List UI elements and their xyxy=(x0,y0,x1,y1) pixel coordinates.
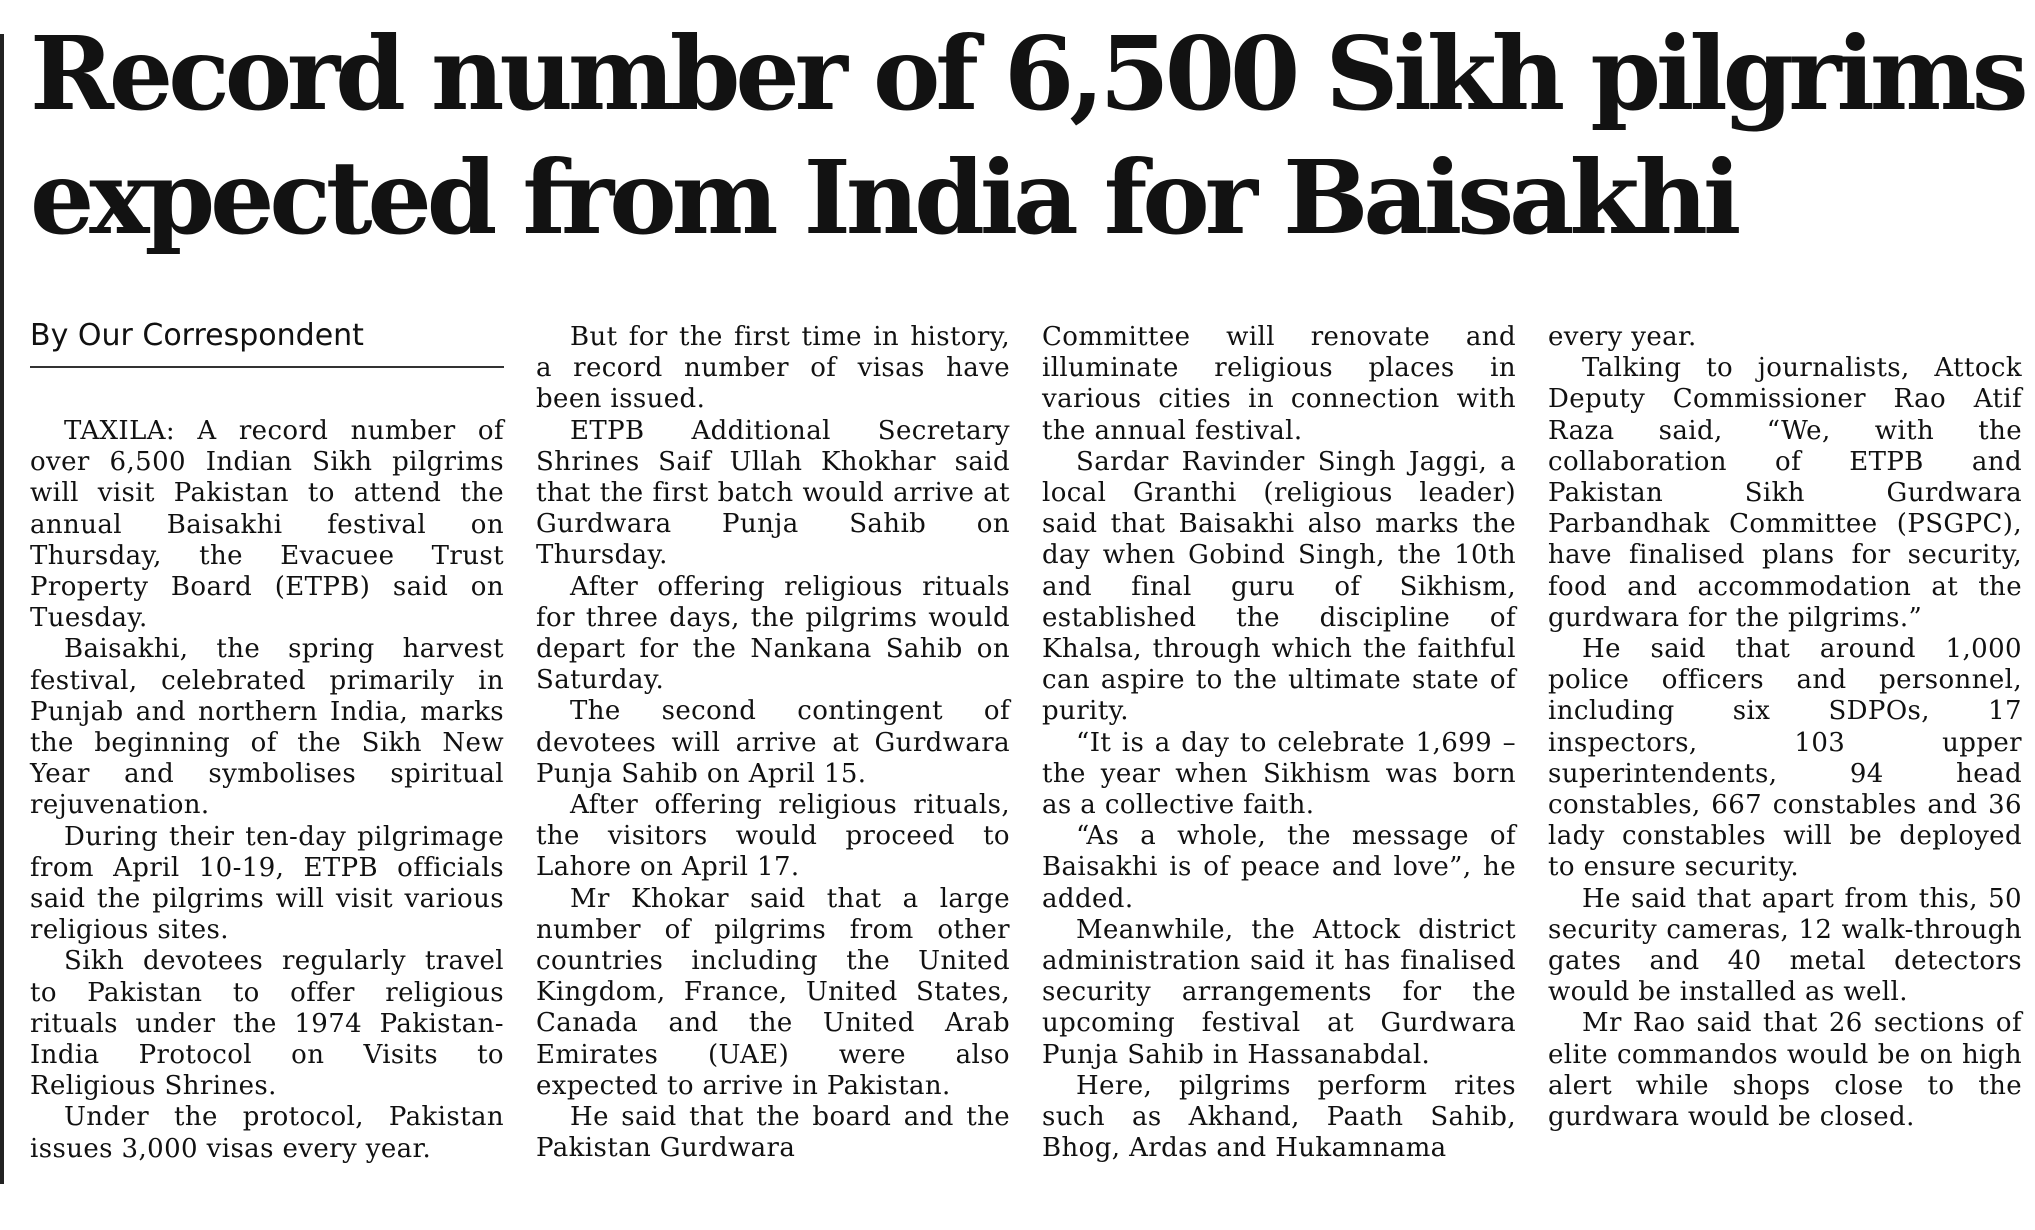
paragraph: He said that the board and the Pakistan Gurdwara xyxy=(536,1102,1010,1164)
paragraph: Meanwhile, the Attock district administration said it has finalised security arrangements for the upcoming festival at Gurdwara Punja Sahib in Hassanabdal. xyxy=(1042,914,1516,1070)
article-column-2 xyxy=(536,322,1010,1164)
paragraph: Mr Rao said that 26 sections of elite commandos would be on high alert while shops close to the gurdwara would be closed. xyxy=(1548,1008,2022,1133)
headline xyxy=(30,12,2024,260)
paragraph: But for the first time in history, a record number of visas have been issued. xyxy=(536,322,1010,415)
article-column-3 xyxy=(1042,322,1516,1164)
paragraph-continued: Committee will renovate and illuminate religious places in various cities in connection with the annual festival. xyxy=(1042,322,1516,446)
paragraph: Baisakhi, the spring harvest festival, celebrated primarily in Punjab and northern India, marks the beginning of the Sikh New Year and symbolises spiritual rejuvenation. xyxy=(30,634,504,821)
headline-line-1: Record number of 6,500 Sikh pilgrims xyxy=(30,14,2024,133)
paragraph: During their ten-day pilgrimage from April 10-19, ETPB officials said the pilgrims will visit various religious sites. xyxy=(30,821,504,946)
byline: By Our Correspondent xyxy=(30,316,504,368)
paragraph: TAXILA: A record number of over 6,500 Indian Sikh pilgrims will visit Pakistan to attend the annual Baisakhi festival on Thursday, the Evacuee Trust Property Board (ETPB) said on Tuesday. xyxy=(30,416,504,634)
paragraph: Sikh devotees regularly travel to Pakistan to offer religious rituals under the 1974 Pakistan-India Protocol on Visits to Religious Shrines. xyxy=(30,946,504,1102)
left-column-rule xyxy=(0,34,4,1184)
article-column-4 xyxy=(1548,322,2022,1133)
paragraph: “As a whole, the message of Baisakhi is of peace and love”, he added. xyxy=(1042,821,1516,914)
paragraph: After offering religious rituals for three days, the pilgrims would depart for the Nankana Sahib on Saturday. xyxy=(536,571,1010,696)
paragraph: After offering religious rituals, the visitors would proceed to Lahore on April 17. xyxy=(536,790,1010,883)
paragraph-continued: every year. xyxy=(1548,322,1697,352)
paragraph: ETPB Additional Secretary Shrines Saif Ullah Khokhar said that the first batch would arrive at Gurdwara Punja Sahib on Thursday. xyxy=(536,415,1010,571)
paragraph: “It is a day to celebrate 1,699 – the year when Sikhism was born as a collective faith. xyxy=(1042,727,1516,821)
paragraph: Under the protocol, Pakistan issues 3,000 visas every year. xyxy=(30,1102,504,1164)
paragraph: He said that apart from this, 50 security cameras, 12 walk-through gates and 40 metal detectors would be installed as well. xyxy=(1548,883,2022,1008)
paragraph: Sardar Ravinder Singh Jaggi, a local Granthi (religious leader) said that Baisakhi also marks the day when Gobind Singh, the 10th and final guru of Sikhism, established the discipline of Khalsa, through which the faithful can aspire to the ultimate state of purity. xyxy=(1042,446,1516,727)
article-column-1 xyxy=(30,416,504,1165)
paragraph: Talking to journalists, Attock Deputy Commissioner Rao Atif Raza said, “We, with the collaboration of ETPB and Pakistan Sikh Gurdwara Parbandhak Committee (PSGPC), have finalised plans for security, food and accommodation at the gurdwara for the pilgrims.” xyxy=(1548,353,2022,633)
paragraph: Mr Khokar said that a large number of pilgrims from other countries including the United Kingdom, France, United States, Canada and the United Arab Emirates (UAE) were also expected to arrive in Pakistan. xyxy=(536,883,1010,1101)
paragraph: He said that around 1,000 police officers and personnel, including six SDPOs, 17 inspectors, 103 upper superintendents, 94 head constables, 667 constables and 36 lady constables will be deployed to ensure security. xyxy=(1548,634,2022,883)
headline-line-2: expected from India for Baisakhi xyxy=(30,138,1737,257)
paragraph: Here, pilgrims perform rites such as Akhand, Paath Sahib, Bhog, Ardas and Hukamnama xyxy=(1042,1070,1516,1164)
paragraph: The second contingent of devotees will arrive at Gurdwara Punja Sahib on April 15. xyxy=(536,696,1010,789)
